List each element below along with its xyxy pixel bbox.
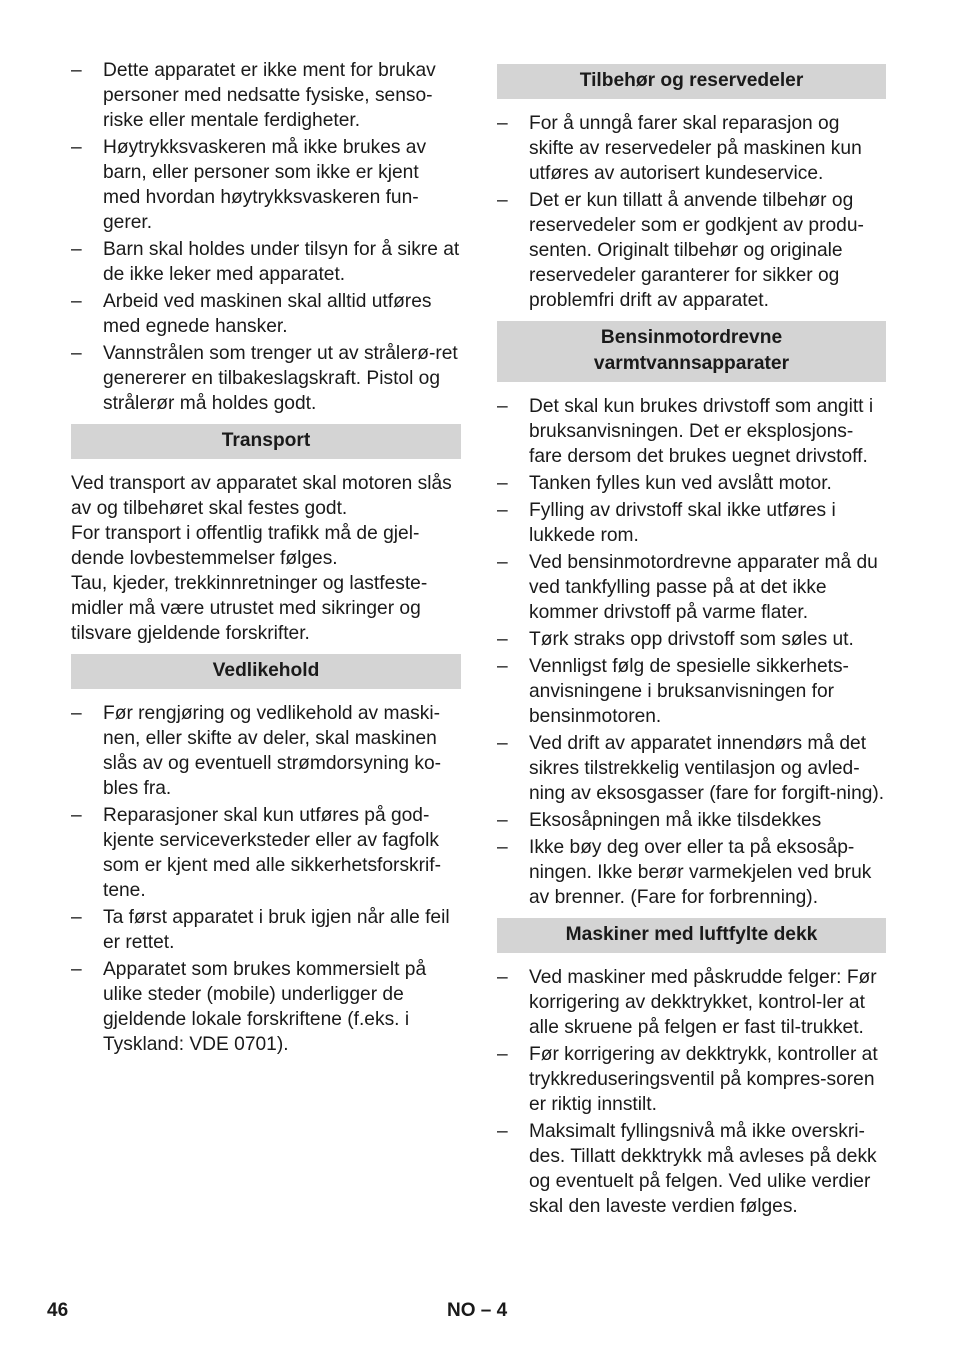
list-item-text: Reparasjoner skal kun utføres på god-kjente serviceverksteder eller av fagfolk som er kjent med alle sikkerhetsforskrif-tene. [103,805,442,901]
dash-marker: – [497,552,508,573]
list-item-text: Vennligst følg de spesielle sikkerhets-anvisningene i bruksanvisningen for bensinmotoren. [529,656,849,727]
dash-marker: – [71,907,82,928]
list-item [71,803,461,903]
dash-marker: – [497,733,508,754]
list-item-text: Før korrigering av dekktrykk, kontroller at trykkreduseringsventil på kompres-soren er riktig innstilt. [529,1044,878,1115]
list-item [497,835,886,910]
dekk-list [497,965,886,1219]
list-item-text: Apparatet som brukes kommersielt på ulike steder (mobile) underligger de gjeldende lokale forskriftene (f.eks. i Tyskland: VDE 0701). [103,959,427,1055]
list-item-text: Ved drift av apparatet innendørs må det sikres tilstrekkelig ventilasjon og avled-ning av eksosgasser (fare for forgift-ning). [529,733,885,804]
list-item [497,1042,886,1117]
page-number: 46 [47,1300,69,1321]
list-item [497,188,886,313]
list-item-text: Det skal kun brukes drivstoff som angitt i bruksanvisningen. Det er eksplosjons-fare dersom det brukes uegnet drivstoff. [529,396,874,467]
transport-paragraph: Ved transport av apparatet skal motoren slås av og tilbehøret skal festes godt. [71,473,452,519]
list-item [71,289,461,339]
list-item [71,701,461,801]
list-item [71,58,461,133]
list-item-text: Ved maskiner med påskrudde felger: Før korrigering av dekktrykket, kontrol-ler at alle skruene på felgen er fast til-trukket. [529,967,877,1038]
list-item [71,341,461,416]
tilbehor-list [497,111,886,313]
list-item [497,471,886,496]
list-item-text: Eksosåpningen må ikke tilsdekkes [529,810,822,831]
dash-marker: – [497,500,508,521]
dash-marker: – [497,473,508,494]
list-item-text: Ta først apparatet i bruk igjen når alle feil er rettet. [103,907,450,953]
list-item-text: Høytrykksvaskeren må ikke brukes av barn, eller personer som ikke er kjent med hvordan høytrykksvaskeren fun-gerer. [103,137,427,233]
list-item [497,550,886,625]
list-item-text: Maksimalt fyllingsnivå må ikke overskri-des. Tillatt dekktrykk må avleses på dekk og eventuelt på felgen. Ved ulike verdier skal den laveste verdien følges. [529,1121,877,1217]
list-item [497,654,886,729]
section-heading-tilbehor: Tilbehør og reservedeler [497,64,886,99]
heading-line: varmtvannsapparater [593,353,790,374]
section-heading-transport: Transport [71,424,461,459]
dash-marker: – [71,291,82,312]
vedlikehold-list [71,701,461,1057]
dash-marker: – [71,343,82,364]
section-heading-dekk: Maskiner med luftfylte dekk [497,918,886,953]
dash-marker: – [71,959,82,980]
list-item [497,394,886,469]
dash-marker: – [497,810,508,831]
transport-paragraph: For transport i offentlig trafikk må de gjel-dende lovbestemmelser følges. [71,523,420,569]
dash-marker: – [497,656,508,677]
list-item-text: Ikke bøy deg over eller ta på eksosåp-ningen. Ikke berør varmekjelen ved bruk av brenner. (Fare for forbrenning). [529,837,872,908]
heading-line: Bensinmotordrevne [600,327,783,348]
dash-marker: – [71,137,82,158]
list-item [497,808,886,833]
list-item [497,627,886,652]
dash-marker: – [71,239,82,260]
section-heading-bensin [497,321,886,382]
list-item-text: Før rengjøring og vedlikehold av maski-nen, eller skifte av deler, skal maskinen slås av og eventuell strømdorsyning ko-bles fra. [103,703,442,799]
list-item [497,731,886,806]
dash-marker: – [497,190,508,211]
list-item-text: Tanken fylles kun ved avslått motor. [529,473,832,494]
dash-marker: – [497,396,508,417]
intro-list [71,58,461,416]
list-item [71,237,461,287]
left-column [71,58,461,1059]
list-item-text: Det er kun tillatt å anvende tilbehør og reservedeler som er godkjent av produ-senten. Originalt tilbehør og originale reservedeler garanterer for sikker og problemfri drift av apparatet. [529,190,864,311]
page-code: NO – 4 [447,1300,508,1321]
list-item [497,965,886,1040]
list-item-text: Fylling av drivstoff skal ikke utføres i lukkede rom. [529,500,836,546]
list-item-text: Barn skal holdes under tilsyn for å sikre at de ikke leker med apparatet. [103,239,460,285]
list-item-text: Vannstrålen som trenger ut av strålerø-ret genererer en tilbakeslagskraft. Pistol og strålerør må holdes godt. [103,343,458,414]
list-item-text: Tørk straks opp drivstoff som søles ut. [529,629,854,650]
dash-marker: – [497,837,508,858]
list-item-text: For å unngå farer skal reparasjon og skifte av reservedeler på maskinen kun utføres av autorisert kundeservice. [529,113,862,184]
list-item [497,498,886,548]
right-column [497,58,886,1221]
list-item [497,1119,886,1219]
dash-marker: – [497,967,508,988]
list-item-text: Dette apparatet er ikke ment for brukav personer med nedsatte fysiske, senso-riske eller mentale ferdigheter. [103,60,436,131]
dash-marker: – [71,805,82,826]
list-item-text: Arbeid ved maskinen skal alltid utføres med egnede hansker. [103,291,432,337]
dash-marker: – [497,629,508,650]
dash-marker: – [497,1044,508,1065]
dash-marker: – [71,703,82,724]
dash-marker: – [497,113,508,134]
list-item [71,957,461,1057]
section-heading-vedlikehold: Vedlikehold [71,654,461,689]
list-item-text: Ved bensinmotordrevne apparater må du ved tankfylling passe på at det ikke kommer drivstoff på varme flater. [529,552,878,623]
bensin-list [497,394,886,910]
list-item [71,905,461,955]
transport-paragraph: Tau, kjeder, trekkinnretninger og lastfeste-midler må være utrustet med sikringer og tilsvare gjeldende forskrifter. [71,573,428,644]
dash-marker: – [71,60,82,81]
dash-marker: – [497,1121,508,1142]
list-item [71,135,461,235]
list-item [497,111,886,186]
